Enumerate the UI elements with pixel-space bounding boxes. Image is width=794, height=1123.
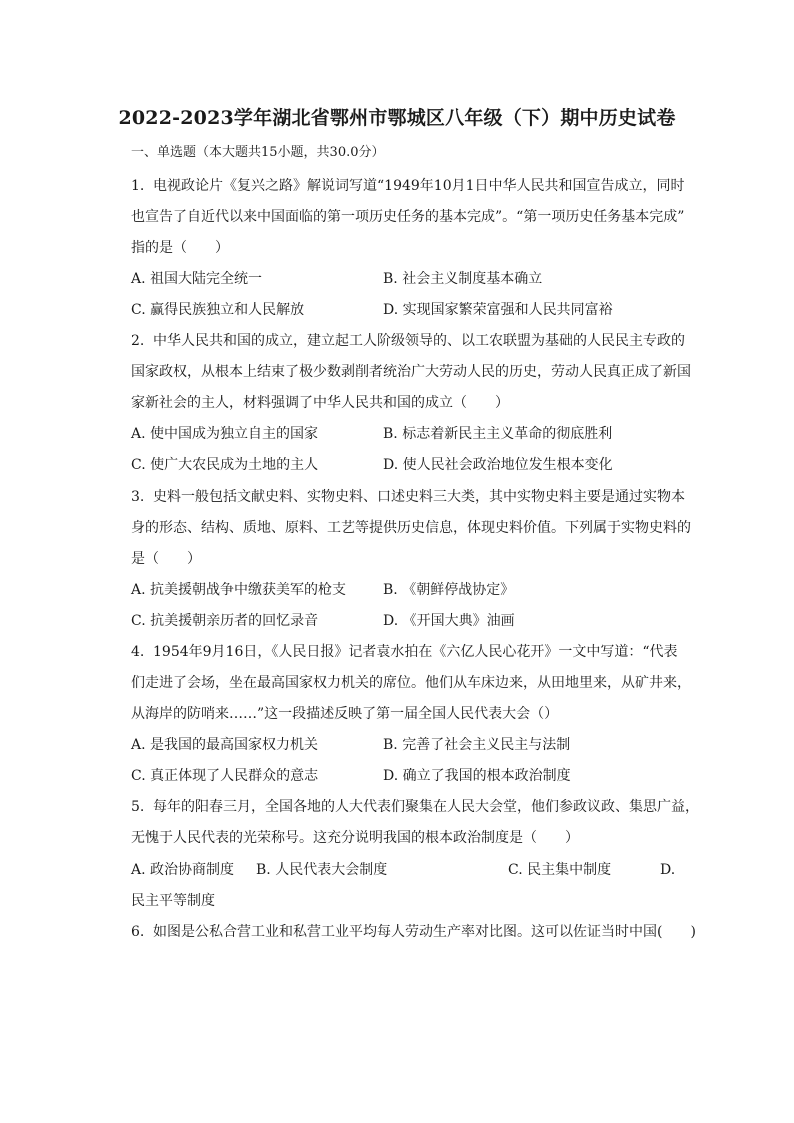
question-5-option-a: A. 政治协商制度	[131, 862, 235, 878]
question-3-line-2: 身的形态、结构、质地、原料、工艺等提供历史信息，体现史料价值。下列属于实物史料的	[131, 520, 691, 536]
question-1-line-2: 也宣告了自近代以来中国面临的第一项历史任务的基本完成”。“第一项历史任务基本完成”	[131, 209, 685, 225]
question-4-option-d: D. 确立了我国的根本政治制度	[383, 768, 571, 784]
question-3-line-3: 是（ ）	[131, 551, 201, 567]
section-heading: 一、单选题（本大题共15小题，共30.0分）	[131, 145, 385, 160]
question-6-line-1: 6. 如图是公私合营工业和私营工业平均每人劳动生产率对比图。这可以佐证当时中国( )	[131, 924, 696, 940]
question-4-option-b: B. 完善了社会主义民主与法制	[383, 737, 571, 753]
question-2-option-c: C. 使广大农民成为土地的主人	[131, 457, 319, 473]
question-1-option-b: B. 社会主义制度基本确立	[383, 271, 543, 287]
question-5-option-d-text: 民主平等制度	[131, 893, 215, 909]
question-4-line-1: 4. 1954年9月16日，《人民日报》记者袁水拍在《六亿人民心花开》一文中写道：“代表	[131, 644, 678, 660]
question-3-option-a: A. 抗美援朝战争中缴获美军的枪支	[131, 582, 347, 598]
question-4-option-a: A. 是我国的最高国家权力机关	[131, 737, 319, 753]
question-2-option-d: D. 使人民社会政治地位发生根本变化	[383, 457, 613, 473]
question-number: 5.	[131, 799, 145, 815]
question-number: 6.	[131, 924, 145, 940]
question-5-line-1: 5. 每年的阳春三月，全国各地的人大代表们聚集在人民大会堂，他们参政议政、集思广益，	[131, 799, 699, 815]
question-1-option-c: C. 赢得民族独立和人民解放	[131, 302, 305, 318]
question-5-option-c: C. 民主集中制度	[508, 862, 612, 878]
question-5-line-2: 无愧于人民代表的光荣称号。这充分说明我国的根本政治制度是（ ）	[131, 830, 579, 846]
question-number: 3.	[131, 489, 145, 505]
question-1-line-3: 指的是（ ）	[131, 240, 229, 256]
question-5-option-b: B. 人民代表大会制度	[256, 862, 388, 878]
question-2-option-b: B. 标志着新民主主义革命的彻底胜利	[383, 426, 613, 442]
page-title: 2022-2023学年湖北省鄂州市鄂城区八年级（下）期中历史试卷	[118, 107, 676, 129]
question-number: 2.	[131, 333, 145, 349]
question-1-option-d: D. 实现国家繁荣富强和人民共同富裕	[383, 302, 613, 318]
question-2-option-a: A. 使中国成为独立自主的国家	[131, 426, 319, 442]
question-number: 1.	[131, 178, 145, 194]
question-2-line-2: 国家政权，从根本上结束了极少数剥削者统治广大劳动人民的历史，劳动人民真正成了新国	[131, 364, 691, 380]
question-3-option-c: C. 抗美援朝亲历者的回忆录音	[131, 613, 319, 629]
question-2-line-3: 家新社会的主人，材料强调了中华人民共和国的成立（ ）	[131, 395, 509, 411]
question-3-line-1: 3. 史料一般包括文献史料、实物史料、口述史料三大类，其中实物史料主要是通过实物本	[131, 489, 685, 505]
question-1-line-1: 1. 电视政论片《复兴之路》解说词写道“1949年10月1日中华人民共和国宣告成立，同时	[131, 178, 685, 194]
question-2-line-1: 2. 中华人民共和国的成立，建立起工人阶级领导的、以工农联盟为基础的人民民主专政的	[131, 333, 685, 349]
question-5-option-d-label: D.	[660, 862, 676, 878]
question-1-option-a: A. 祖国大陆完全统一	[131, 271, 263, 287]
question-4-line-3: 从海岸的防哨来……”这一段描述反映了第一届全国人民代表大会（）	[131, 706, 559, 722]
question-3-option-b: B. 《朝鲜停战协定》	[383, 582, 515, 598]
question-4-option-c: C. 真正体现了人民群众的意志	[131, 768, 319, 784]
question-3-option-d: D. 《开国大典》油画	[383, 613, 515, 629]
question-number: 4.	[131, 644, 145, 660]
question-4-line-2: 们走进了会场，坐在最高国家权力机关的席位。他们从车床边来，从田地里来，从矿井来，	[131, 675, 691, 691]
